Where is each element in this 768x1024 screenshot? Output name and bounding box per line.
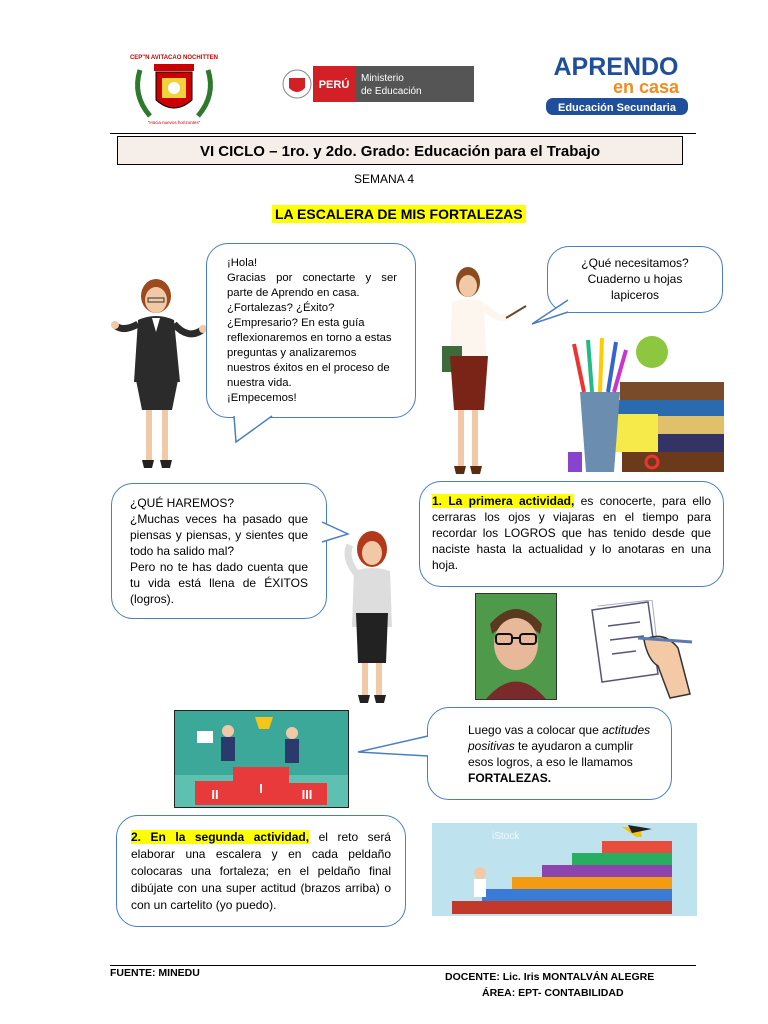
cycle-title-box: VI CICLO – 1ro. y 2do. Grado: Educación para el Trabajo: [117, 136, 683, 165]
what-body: Pero no te has dado cuenta que tu vida está llena de ÉXITOS (logros).: [130, 560, 308, 606]
teacher-pointer-illustration: [428, 262, 528, 476]
bubble-tail: [356, 734, 430, 764]
greeting-line: ¡Empecemos!: [227, 392, 297, 404]
aprendo-line1: APRENDO: [553, 53, 679, 81]
podium-image: [174, 710, 349, 808]
attitudes-text: te ayudaron a cumplir esos logros, a eso le llamamos: [468, 739, 634, 769]
footer-source: FUENTE: MINEDU: [110, 967, 200, 979]
needs-line: Cuaderno u hojas: [587, 272, 683, 286]
page-title: LA ESCALERA DE MIS FORTALEZAS: [272, 205, 526, 223]
what-heading: ¿QUÉ HAREMOS?: [130, 496, 235, 510]
activity-1-label: 1. La primera actividad,: [432, 494, 575, 508]
footer-area: ÁREA: EPT- CONTABILIDAD: [482, 987, 624, 999]
greeting-line: ¡Hola!: [227, 257, 258, 269]
peru-label: PERÚ: [318, 79, 350, 91]
podium-first-label: I: [259, 781, 263, 796]
speech-bubble-activity-2: [116, 815, 406, 927]
header-rule: [110, 133, 696, 134]
speech-bubble-needs: [547, 246, 723, 313]
bubble-tail: [232, 414, 282, 444]
school-logo: [126, 50, 222, 128]
speech-bubble-what-we-do: [111, 483, 327, 619]
boy-eyes-closed-image: [475, 593, 557, 700]
school-logo-text: CEP"N AVITACAO NOCHITTEN: [129, 55, 219, 61]
speech-bubble-attitudes: [427, 707, 672, 800]
book-stairs-image: [432, 823, 697, 916]
aprendo-en-casa-logo: [544, 52, 690, 120]
bubble-tail: [530, 298, 570, 328]
activity-1-text: es conocerte, para ello cerraras los ojos y viajaras en el tiempo para recordar los LOGROS que has tenido desde que naciste hasta la actualidad y lo anotaras en una hoja.: [432, 494, 712, 572]
activity-2-text: el reto será elaborar una escalera y en cada peldaño colocaras una fortaleza; en el peldaño final dibújate con una super actitud (brazos arriba) o con un cartelito (yo puedo).: [131, 830, 391, 912]
speech-bubble-activity-1: [419, 481, 724, 587]
school-supplies-image: [560, 332, 728, 477]
aprendo-line2: en casa: [612, 77, 680, 97]
week-label: SEMANA 4: [353, 172, 415, 186]
activity-2-label: 2. En la segunda actividad,: [131, 830, 310, 844]
stairs-watermark: iStock: [492, 831, 520, 842]
what-body: ¿Muchas veces ha pasado que piensas y piensas, y sientes que todo ha salido mal?: [130, 512, 308, 558]
teacher-illustration: [108, 272, 208, 474]
attitudes-italic: actitudes positivas: [468, 723, 651, 753]
school-motto: "Hacia nuevos horizontes": [147, 120, 201, 125]
podium-second-label: II: [211, 787, 219, 802]
ministry-line1: Ministerio: [361, 73, 404, 84]
greeting-line: ¿Empresario? En esta guía reflexionaremos en torno a estas preguntas y analizaremos nuestros éxitos en el proceso de nuestra vida.: [227, 317, 392, 389]
footer-teacher: DOCENTE: Lic. Iris MONTALVÁN ALEGRE: [445, 971, 655, 983]
writing-hand-image: [588, 600, 696, 700]
minedu-logo: [281, 66, 474, 102]
podium-third-label: III: [301, 787, 313, 802]
attitudes-bold: FORTALEZAS.: [468, 771, 552, 785]
needs-line: lapiceros: [610, 288, 660, 302]
attitudes-text: Luego vas a colocar que: [468, 723, 603, 737]
needs-line: ¿Qué necesitamos?: [581, 256, 689, 270]
speech-bubble-greeting: [206, 243, 416, 418]
greeting-line: Gracias por conectarte y ser parte de Aprendo en casa.: [227, 272, 397, 299]
greeting-line: ¿Fortalezas? ¿Éxito?: [227, 302, 335, 314]
ministry-line2: de Educación: [361, 86, 422, 97]
footer-rule: [110, 965, 696, 966]
aprendo-subtitle: Educación Secundaria: [558, 102, 676, 114]
thinking-teacher-illustration: [326, 527, 416, 705]
